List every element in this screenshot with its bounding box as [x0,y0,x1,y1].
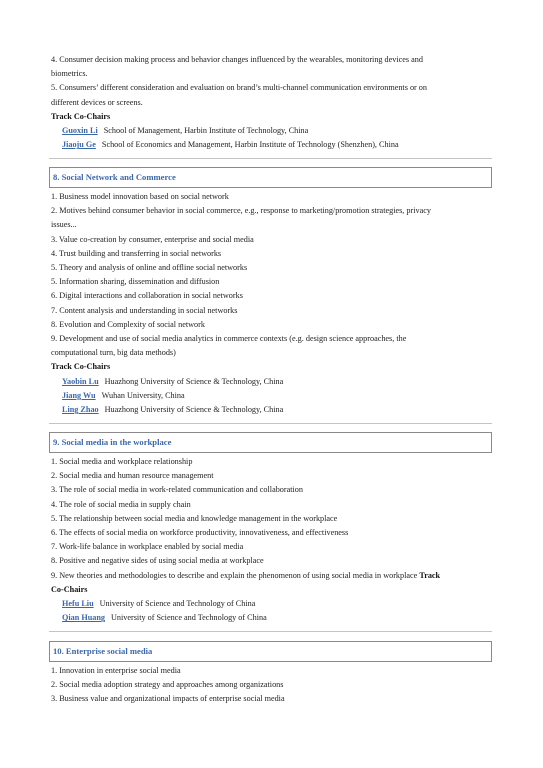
chair-name-link[interactable]: Hefu Liu [62,599,94,609]
chair-name-link[interactable]: Jiaoju Ge [62,140,96,150]
section-divider [49,631,492,632]
chair-affiliation: University of Science and Technology of China [99,599,256,609]
topic-item: 2. Social media adoption strategy and approaches among organizations [51,680,284,690]
topic-item: 5. Consumers’ different consideration and evaluation on brand’s multi-channel communication environments or on [51,83,427,93]
chair-affiliation: University of Science and Technology of China [111,613,267,623]
topic-item: 2. Motives behind consumer behavior in social commerce, e.g., response to marketing/promotion strategies, privacy [51,206,431,216]
topic-item: 4. Trust building and transferring in social networks [51,248,222,258]
cochairs-label: Track Co-Chairs [51,362,111,372]
topic-item: 3. Business value and organizational impacts of enterprise social media [51,694,285,704]
cochairs-label: Track Co-Chairs [51,111,111,121]
track10-topics [51,664,493,707]
chair-row [51,403,493,417]
topic-item [51,569,493,583]
chair-affiliation: Huazhong University of Science & Technology, China [104,376,284,386]
topic-item: 6. The effects of social media on workforce productivity, innovativeness, and effectiveness [51,528,349,538]
chair-name-link[interactable]: Qian Huang [62,613,106,623]
topic-item: different devices or screens. [51,97,143,107]
chair-name-link[interactable]: Yaobin Lu [62,376,99,386]
topic-item: 7. Content analysis and understanding in social networks [51,305,238,315]
topic-item: 2. Social media and human resource management [51,471,214,481]
track8-topics [51,190,493,417]
cochairs-label: Co-Chairs [51,584,88,594]
topic-item: 7. Work-life balance in workplace enabled by social media [51,542,244,552]
topic-item: 1. Social media and workplace relationship [51,457,193,466]
chair-name-link[interactable]: Jiang Wu [62,390,96,400]
track9-topics [51,455,493,625]
topic-item: 5. Theory and analysis of online and offline social networks [51,263,248,273]
topic-item: 5. The relationship between social media and knowledge management in the workplace [51,513,338,523]
chair-row [51,375,493,389]
topic-item: 8. Positive and negative sides of using social media at workplace [51,556,264,566]
chair-row [51,611,493,625]
topic-item: 3. The role of social media in work-related communication and collaboration [51,485,303,495]
chair-affiliation: Wuhan University, China [101,390,185,400]
topic-item: 6. Digital interactions and collaboration in social networks [51,291,243,301]
chair-row [51,389,493,403]
cochairs-label: Track [419,570,441,580]
track-title-9: 9. Social media in the workplace [49,432,492,453]
track7-continuation [51,53,493,152]
track-title-8: 8. Social Network and Commerce [49,167,492,188]
topic-item: 1. Business model innovation based on social network [51,192,229,201]
chair-row [51,597,493,611]
chair-row [51,138,493,152]
chair-name-link[interactable]: Guoxin Li [62,126,98,136]
track-title-10: 10. Enterprise social media [49,641,492,662]
section-divider [49,158,492,159]
topic-item: 3. Value co-creation by consumer, enterprise and social media [51,234,254,244]
topic-item: 5. Information sharing, dissemination and diffusion [51,277,220,287]
chair-affiliation: School of Economics and Management, Harbin Institute of Technology (Shenzhen), China [101,140,399,150]
chair-name-link[interactable]: Ling Zhao [62,405,99,415]
section-divider [49,423,492,424]
topic-item: 4. The role of social media in supply chain [51,499,191,509]
topic-item: issues... [51,220,77,230]
topic-item: 4. Consumer decision making process and behavior changes influenced by the wearables, monitoring devices and [51,55,423,64]
chair-affiliation: School of Management, Harbin Institute of Technology, China [103,126,309,136]
topic-item: 9. Development and use of social media analytics in commerce contexts (e.g. design science approaches, the [51,334,407,344]
topic-item: 1. Innovation in enterprise social media [51,666,181,675]
topic-item-text: 9. New theories and methodologies to describe and explain the phenomenon of using social media in workplace [51,570,418,580]
chair-affiliation: Huazhong University of Science & Technology, China [104,405,284,415]
topic-item: 8. Evolution and Complexity of social network [51,319,205,329]
chair-row [51,124,493,138]
topic-item: computational turn, big data methods) [51,348,176,358]
topic-item: biometrics. [51,69,88,79]
